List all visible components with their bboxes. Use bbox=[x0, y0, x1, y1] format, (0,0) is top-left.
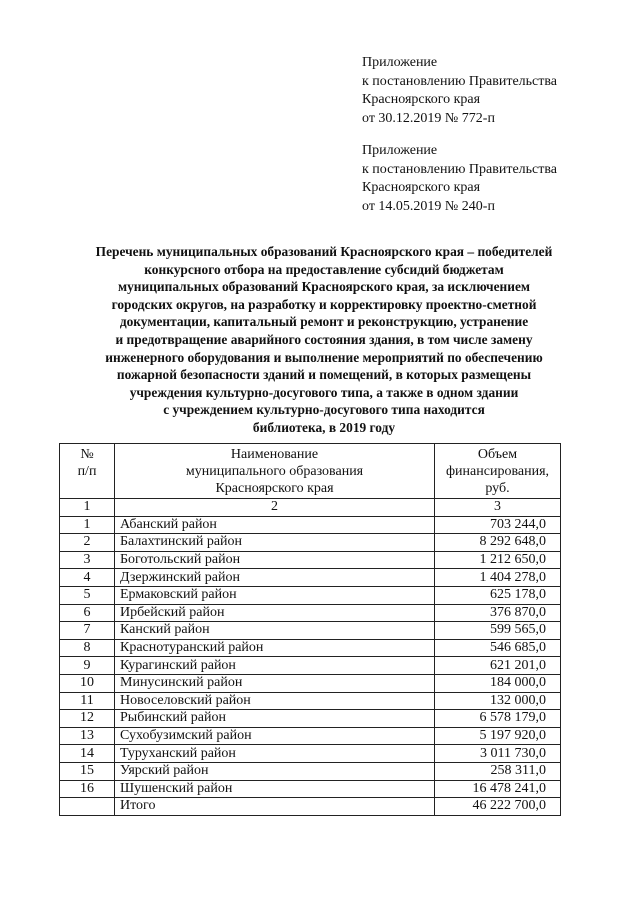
row-amount: 1 212 650,0 bbox=[435, 551, 561, 569]
table-row bbox=[60, 657, 561, 675]
row-amount: 546 685,0 bbox=[435, 639, 561, 657]
total-num-cell bbox=[60, 798, 115, 816]
row-municipality: Дзержинский район bbox=[115, 569, 435, 587]
row-amount: 258 311,0 bbox=[435, 762, 561, 780]
row-number: 14 bbox=[60, 745, 115, 763]
row-municipality: Боготольский район bbox=[115, 551, 435, 569]
document-title bbox=[58, 243, 590, 437]
header-line: № bbox=[80, 447, 94, 462]
row-number: 6 bbox=[60, 604, 115, 622]
appendix-line: к постановлению Правительства bbox=[362, 73, 558, 89]
title-line: городских округов, на разработку и корректировку проектно-сметной bbox=[111, 296, 537, 312]
appendix-line: Красноярского края bbox=[362, 180, 481, 195]
table-row bbox=[60, 639, 561, 657]
header-line: Наименование bbox=[230, 447, 319, 462]
title-line: учреждения культурно-досугового типа, а также в одном здании bbox=[129, 384, 519, 400]
table-row bbox=[60, 692, 561, 710]
funding-table bbox=[59, 443, 561, 816]
row-number: 15 bbox=[60, 762, 115, 780]
row-number: 4 bbox=[60, 569, 115, 587]
appendix-line: от 14.05.2019 № 240-п bbox=[362, 198, 495, 214]
row-number: 12 bbox=[60, 710, 115, 728]
table-row bbox=[60, 516, 561, 534]
row-amount: 6 578 179,0 bbox=[435, 710, 561, 728]
row-municipality: Канский район bbox=[115, 622, 435, 640]
header-line: Объем bbox=[477, 447, 518, 462]
row-amount: 8 292 648,0 bbox=[435, 534, 561, 552]
row-municipality: Ирбейский район bbox=[115, 604, 435, 622]
table-row bbox=[60, 745, 561, 763]
row-number: 2 bbox=[60, 534, 115, 552]
total-sum: 46 222 700,0 bbox=[435, 798, 561, 816]
header-num bbox=[60, 444, 115, 499]
row-number: 9 bbox=[60, 657, 115, 675]
table-row bbox=[60, 604, 561, 622]
header-sum bbox=[435, 444, 561, 499]
row-amount: 132 000,0 bbox=[435, 692, 561, 710]
title-line: библиотека, в 2019 году bbox=[252, 419, 396, 435]
row-municipality: Новоселовский район bbox=[115, 692, 435, 710]
header-name bbox=[115, 444, 435, 499]
row-amount: 184 000,0 bbox=[435, 674, 561, 692]
column-number: 1 bbox=[60, 499, 115, 517]
appendix-line: от 30.12.2019 № 772-п bbox=[362, 110, 495, 126]
row-number: 1 bbox=[60, 516, 115, 534]
appendix-line: Приложение bbox=[362, 55, 438, 70]
row-amount: 703 244,0 bbox=[435, 516, 561, 534]
row-number: 10 bbox=[60, 674, 115, 692]
row-amount: 16 478 241,0 bbox=[435, 780, 561, 798]
table-row bbox=[60, 534, 561, 552]
row-municipality: Ермаковский район bbox=[115, 586, 435, 604]
row-municipality: Балахтинский район bbox=[115, 534, 435, 552]
total-label: Итого bbox=[115, 798, 435, 816]
header-line: финансирования, bbox=[445, 464, 550, 479]
row-municipality: Абанский район bbox=[115, 516, 435, 534]
title-line: пожарной безопасности зданий и помещений, в которых размещены bbox=[116, 367, 532, 383]
title-line: Перечень муниципальных образований Красноярского края – победителей bbox=[95, 244, 553, 259]
row-number: 16 bbox=[60, 780, 115, 798]
row-municipality: Шушенский район bbox=[115, 780, 435, 798]
row-number: 13 bbox=[60, 727, 115, 745]
row-number: 3 bbox=[60, 551, 115, 569]
row-amount: 625 178,0 bbox=[435, 586, 561, 604]
row-amount: 5 197 920,0 bbox=[435, 727, 561, 745]
table-row bbox=[60, 551, 561, 569]
row-number: 11 bbox=[60, 692, 115, 710]
row-municipality: Рыбинский район bbox=[115, 710, 435, 728]
table-row bbox=[60, 569, 561, 587]
row-municipality: Минусинский район bbox=[115, 674, 435, 692]
title-line: с учреждением культурно-досугового типа находится bbox=[163, 402, 485, 418]
title-line: документации, капитальный ремонт и реконструкцию, устранение bbox=[119, 314, 529, 330]
appendix-header-1 bbox=[362, 54, 632, 128]
title-line: муниципальных образований Красноярского края, за исключением bbox=[117, 279, 531, 295]
appendix-line: Приложение bbox=[362, 143, 438, 158]
column-number: 3 bbox=[435, 499, 561, 517]
table-row bbox=[60, 727, 561, 745]
table-row bbox=[60, 710, 561, 728]
row-amount: 599 565,0 bbox=[435, 622, 561, 640]
row-municipality: Курагинский район bbox=[115, 657, 435, 675]
row-municipality: Туруханский район bbox=[115, 745, 435, 763]
title-line: инженерного оборудования и выполнение мероприятий по обеспечению bbox=[105, 349, 543, 365]
row-amount: 1 404 278,0 bbox=[435, 569, 561, 587]
table-row bbox=[60, 586, 561, 604]
title-line: конкурсного отбора на предоставление субсидий бюджетам bbox=[144, 261, 504, 277]
title-line: и предотвращение аварийного состояния здания, в том числе замену bbox=[115, 331, 533, 347]
header-line: руб. bbox=[485, 481, 510, 496]
row-number: 5 bbox=[60, 586, 115, 604]
row-amount: 621 201,0 bbox=[435, 657, 561, 675]
table-row bbox=[60, 780, 561, 798]
row-amount: 376 870,0 bbox=[435, 604, 561, 622]
header-line: п/п bbox=[77, 464, 97, 479]
row-number: 8 bbox=[60, 639, 115, 657]
table-row bbox=[60, 622, 561, 640]
table-header-row bbox=[60, 444, 561, 499]
total-row bbox=[60, 798, 561, 816]
appendix-header-2 bbox=[362, 142, 632, 216]
column-number: 2 bbox=[115, 499, 435, 517]
table-row bbox=[60, 762, 561, 780]
row-municipality: Уярский район bbox=[115, 762, 435, 780]
row-number: 7 bbox=[60, 622, 115, 640]
appendix-line: Красноярского края bbox=[362, 92, 481, 107]
appendix-line: к постановлению Правительства bbox=[362, 161, 558, 177]
header-line: муниципального образования bbox=[185, 464, 364, 479]
row-municipality: Сухобузимский район bbox=[115, 727, 435, 745]
column-numbers-row bbox=[60, 499, 561, 517]
table-row bbox=[60, 674, 561, 692]
row-amount: 3 011 730,0 bbox=[435, 745, 561, 763]
row-municipality: Краснотуранский район bbox=[115, 639, 435, 657]
header-line: Красноярского края bbox=[215, 481, 334, 496]
